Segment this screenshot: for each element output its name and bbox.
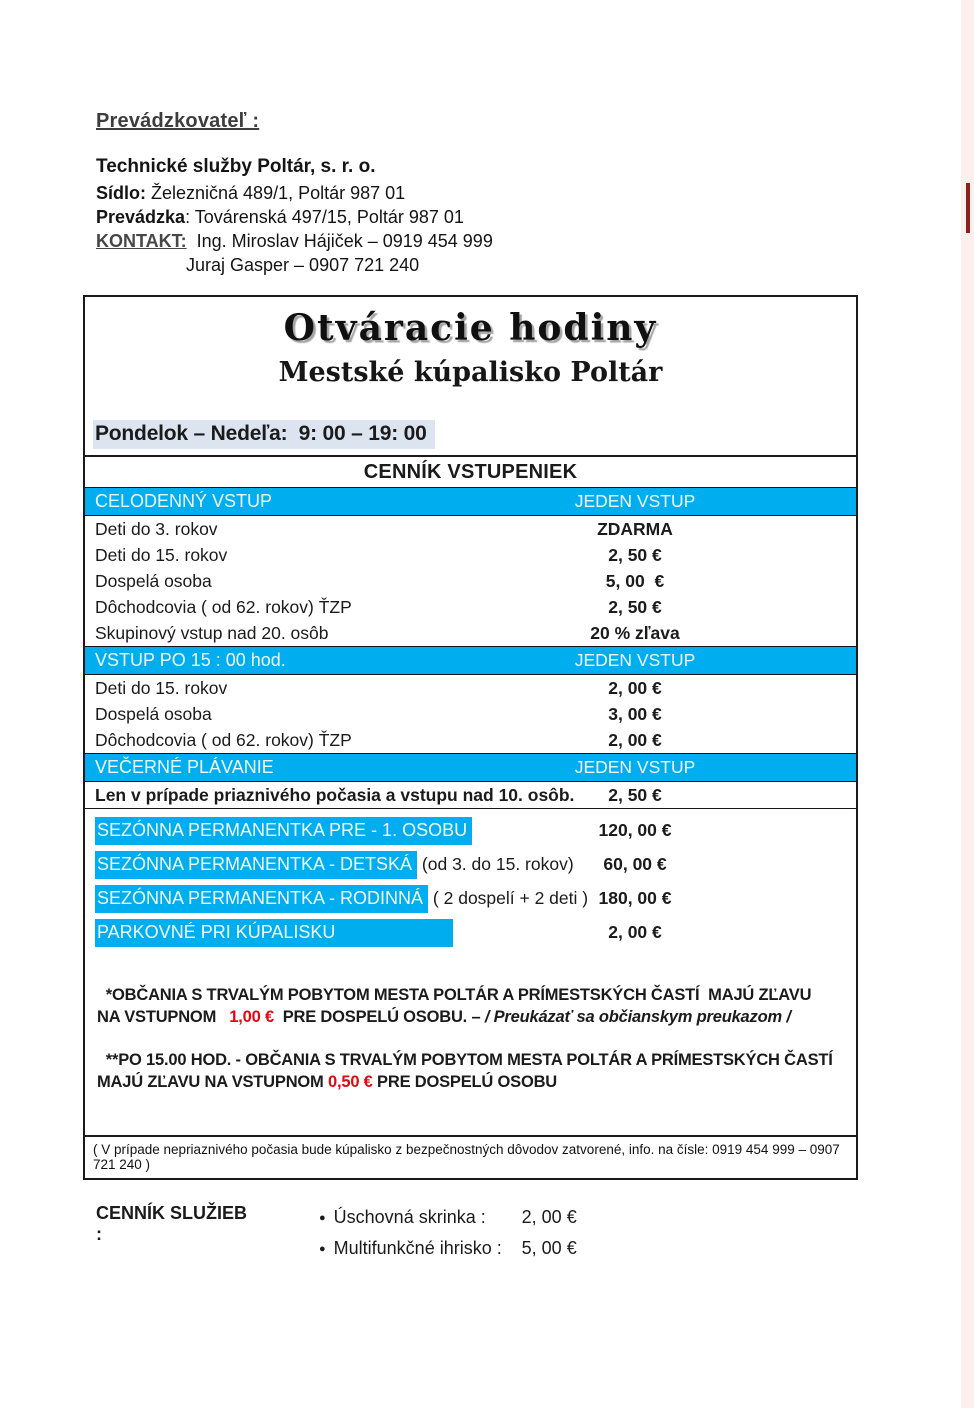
- poster-subtitle: Mestské kúpalisko Poltár: [278, 357, 663, 388]
- row-label: Dôchodcovia ( od 62. rokov) ŤZP: [95, 597, 352, 617]
- prevadzka-label: Prevádzka: [96, 207, 186, 227]
- price-row: [85, 782, 856, 809]
- price-row: [85, 727, 856, 753]
- section-header-celodenny: [85, 487, 856, 516]
- services-items: [319, 1203, 577, 1265]
- note-italic: / Preukázať sa občianskym preukazom /: [484, 1008, 791, 1026]
- price-row: [85, 516, 856, 542]
- pass-price: 2, 00 €: [608, 922, 662, 942]
- section-header-label: CELODENNÝ VSTUP: [95, 491, 273, 511]
- pass-row: [85, 817, 856, 844]
- row-price: 2, 50 €: [608, 545, 662, 565]
- section-column-header: JEDEN VSTUP: [574, 491, 696, 511]
- pass-row: [85, 919, 856, 946]
- section-header-po15: [85, 646, 856, 675]
- service-name: Úschovná skrinka :: [333, 1207, 486, 1227]
- section-header-label: VEČERNÉ PLÁVANIE: [95, 757, 274, 777]
- row-price: 3, 00 €: [608, 704, 662, 724]
- company-address-prevadzka: [96, 205, 716, 229]
- pass-price: 60, 00 €: [603, 854, 667, 874]
- row-label: Deti do 15. rokov: [95, 545, 228, 565]
- row-label: Len v prípade priaznivého počasia a vstupu nad 10. osôb.: [95, 785, 575, 805]
- company-info: [96, 155, 716, 277]
- kontakt-value-1: Ing. Miroslav Hájiček – 0919 454 999: [186, 231, 493, 251]
- row-label: Deti do 15. rokov: [95, 678, 228, 698]
- pass-label-highlight: PARKOVNÉ PRI KÚPALISKU: [95, 919, 453, 947]
- section-header-label: VSTUP PO 15 : 00 hod.: [95, 650, 286, 670]
- row-price: ZDARMA: [597, 519, 673, 539]
- section-column-header: JEDEN VSTUP: [574, 650, 696, 670]
- row-label: Deti do 3. rokov: [95, 519, 218, 539]
- row-label: Skupinový vstup nad 20. osôb: [95, 623, 329, 643]
- service-name: Multifunkčné ihrisko :: [333, 1238, 502, 1258]
- service-price: 2, 00 €: [521, 1207, 577, 1227]
- opening-hours-text: Pondelok – Nedeľa: 9: 00 – 19: 00: [93, 420, 435, 449]
- bullet-icon: ●: [319, 1243, 326, 1255]
- row-price: 20 % zľava: [590, 623, 680, 643]
- opening-hours-poster: [83, 295, 858, 1180]
- price-list-title: CENNÍK VSTUPENIEK: [85, 455, 856, 487]
- contact-line-1: [96, 229, 716, 253]
- row-price: 2, 00 €: [608, 730, 662, 750]
- pass-label-highlight: SEZÓNNA PERMANENTKA PRE - 1. OSOBU: [95, 817, 472, 845]
- price-row: [85, 701, 856, 727]
- kontakt-label: KONTAKT:: [96, 231, 187, 251]
- sidlo-label: Sídlo:: [96, 183, 146, 203]
- discount-note-1: [97, 984, 834, 1028]
- season-passes: [85, 817, 856, 946]
- sidlo-value: Železničná 489/1, Poltár 987 01: [146, 183, 406, 203]
- prevadzka-value: : Továrenská 497/15, Poltár 987 01: [185, 207, 464, 227]
- pass-suffix: ( 2 dospelí + 2 deti ): [428, 888, 589, 908]
- note-price-red: 0,50 €: [327, 1073, 373, 1091]
- pass-row: [85, 885, 856, 912]
- section-column-header: JEDEN VSTUP: [574, 757, 696, 777]
- service-item: [319, 1203, 577, 1234]
- price-row: [85, 620, 856, 646]
- operator-block: [96, 110, 716, 277]
- opening-hours-row: [93, 420, 856, 450]
- price-row: [85, 568, 856, 594]
- weather-closure-note: ( V prípade nepriaznivého počasia bude kúpalisko z bezpečnostných dôvodov zatvorené, info. na čísle: 0919 454 999 – 0907 721 240 ): [85, 1135, 856, 1178]
- row-price: 5, 00 €: [605, 571, 665, 591]
- pass-price: 120, 00 €: [598, 820, 672, 840]
- pass-suffix: (od 3. do 15. rokov): [417, 854, 574, 874]
- scan-edge-mark: [966, 183, 970, 233]
- operator-label: Prevádzkovateľ :: [96, 110, 260, 132]
- row-label: Dôchodcovia ( od 62. rokov) ŤZP: [95, 730, 352, 750]
- pass-row: [85, 851, 856, 878]
- contact-line-2: Juraj Gasper – 0907 721 240: [186, 255, 420, 275]
- price-row: [85, 542, 856, 568]
- price-row: [85, 675, 856, 701]
- row-price: 2, 00 €: [608, 678, 662, 698]
- poster-title: Otváracie hodiny: [283, 307, 658, 349]
- discount-note-2: [97, 1049, 838, 1093]
- row-price: 2, 50 €: [608, 597, 662, 617]
- row-price: 2, 50 €: [608, 785, 662, 805]
- section-header-vecerne: [85, 753, 856, 782]
- note-text: *OBČANIA S TRVALÝM POBYTOM MESTA POLTÁR A PRÍMESTSKÝCH ČASTÍ MAJÚ ZĽAVU NA VSTUPNOM: [97, 986, 816, 1026]
- note-text: PRE DOSPELÚ OSOBU: [372, 1073, 558, 1091]
- service-item: [319, 1234, 577, 1265]
- bullet-icon: ●: [319, 1212, 326, 1224]
- note-price-red: 1,00 €: [229, 1008, 274, 1026]
- company-address-sidlo: [96, 181, 716, 205]
- pass-label-highlight: SEZÓNNA PERMANENTKA - DETSKÁ: [95, 851, 417, 879]
- note-text: PRE DOSPELÚ OSOBU. –: [273, 1008, 485, 1026]
- pass-label-highlight: SEZÓNNA PERMANENTKA - RODINNÁ: [95, 885, 428, 913]
- company-name: Technické služby Poltár, s. r. o.: [96, 156, 376, 177]
- services-label: CENNÍK SLUŽIEB :: [96, 1203, 253, 1244]
- row-label: Dospelá osoba: [95, 704, 212, 724]
- note-text: **PO 15.00 HOD. - OBČANIA S TRVALÝM POBYTOM MESTA POLTÁR A PRÍMESTSKÝCH ČASTÍ MAJÚ ZĽAVU NA VSTUPNOM: [97, 1051, 838, 1091]
- services-price-list: [96, 1203, 577, 1265]
- discount-notes: [97, 984, 838, 1093]
- price-row: [85, 594, 856, 620]
- row-label: Dospelá osoba: [95, 571, 212, 591]
- pass-price: 180, 00 €: [598, 888, 672, 908]
- service-price: 5, 00 €: [521, 1238, 577, 1258]
